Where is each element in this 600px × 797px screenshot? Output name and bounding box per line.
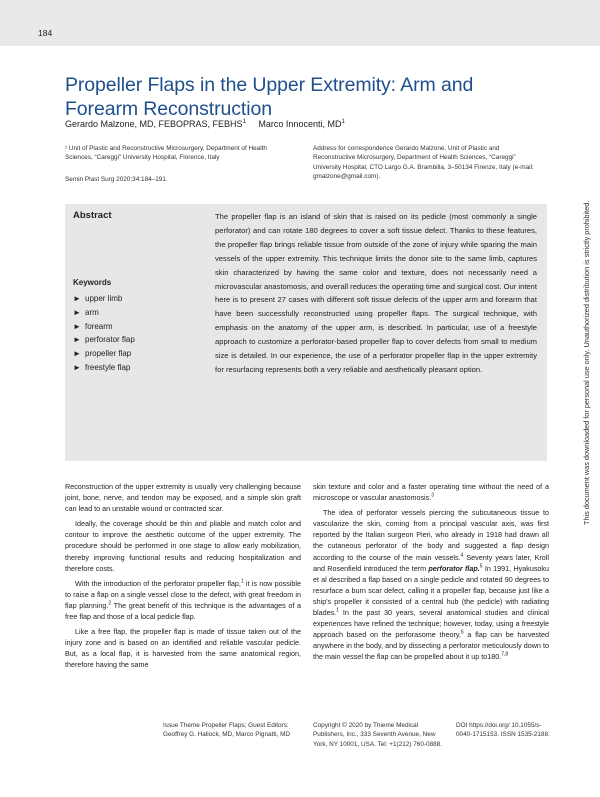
author-line — [65, 119, 345, 129]
paragraph-text: In the past 30 years, several anatomical studies and clinical experiences have refined the technique; however, today, using a freestyle approach based on the perforasome theory, — [313, 608, 549, 640]
paragraph-text: skin texture and color and a faster operating time without the need of a microscope or vascular anastomosis. — [313, 482, 549, 503]
author-name: Marco Innocenti, MD — [258, 119, 342, 129]
footer-copyright: Copyright © 2020 by Thieme Medical Publishers, Inc., 333 Seventh Avenue, New York, NY 10001, USA. Tel: +1(212) 760-0888. — [313, 722, 443, 748]
article-title: Propeller Flaps in the Upper Extremity: Arm and Forearm Reconstruction — [65, 74, 474, 121]
reference-mark: 1 — [240, 578, 244, 585]
keywords-heading: Keywords — [73, 278, 112, 287]
reference-mark: 1 — [336, 607, 339, 614]
emphasized-term: perforator flap. — [428, 563, 480, 573]
bullet-icon: ► — [73, 294, 81, 303]
page-header-bar — [0, 0, 600, 46]
abstract-box — [65, 204, 547, 461]
keyword-label: perforator flap — [85, 335, 135, 345]
paragraph-text: it is now possible to raise a flap on a single vessel close to the defect, with great freedom in flap planning. — [65, 578, 301, 610]
abstract-heading: Abstract — [73, 210, 112, 221]
reference-mark: 3 — [431, 492, 435, 499]
paragraph-text: With the introduction of the perforator propeller flap, — [75, 578, 241, 588]
abstract-text: The propeller flap is an island of skin that is raised on its pedicle (most commonly a single perforator) and can rotate 180 degrees to cover a soft tissue defect. Thanks to these features, the propeller flap brings reliable tissue from outside of the zone of injury while sparing the main vessels of the upper extremity. This technique limits the donor site to the same limb, captures skin characterized by having the same color and texture, does not necessarily need a microvascular anastomosis, and overall reduces the operating time and surgical cost. Our intent here is to present 27 cases with different soft tissue defects of the upper arm and forearm that have been successfully reconstructed using propeller flaps. The surgical technique, with emphasis on the anatomy of the upper arm, is described. In particular, use of a freestyle approach to customize a perforator-based propeller flap to cover defects from small to medium size is detailed. In our experience, the use of a perforator propeller flap in the upper extremity for resurfacing represents both a very reliable and aesthetically pleasant option. — [215, 212, 537, 374]
paragraph-text: In 1991, Hyakusoku et al described a flap based on a single pedicle and rotated 90 degrees to resurface a burn scar defect, calling it a propeller flap, because just like a ship's propeller it consisted of a central hub (the pedicle) with radiating blades. — [313, 563, 550, 618]
citation-text: Semin Plast Surg 2020;34:184–191. — [65, 175, 168, 183]
body-paragraph: Reconstruction of the upper extremity is usually very challenging because joint, bone, nerve, and tendon may be exposed, and a simple skin graft can lead to an unstable wound or contracted scar. — [65, 482, 301, 514]
paragraph-text: a flap can be harvested anywhere in the body, and by dissecting a perforator meticulously down to the main vessel the flap can be propelled about it up to180. — [313, 630, 549, 662]
bullet-icon: ► — [73, 321, 81, 331]
keyword-item — [73, 292, 135, 306]
keyword-item — [73, 347, 135, 361]
side-watermark-text: This document was downloaded for personal use only. Unauthorized distribution is strictly prohibited. — [582, 200, 591, 525]
paragraph-text: Seventy years later, Kroll and Rosenfield introduced the term — [313, 552, 549, 573]
affiliation-block — [65, 144, 290, 184]
keyword-label: propeller flap — [85, 349, 132, 359]
bullet-icon: ► — [73, 335, 81, 345]
body-column-left — [65, 481, 301, 675]
body-paragraph — [313, 481, 549, 503]
reference-mark: 2 — [108, 600, 112, 607]
author-affiliation-mark: 1 — [341, 119, 345, 125]
body-paragraph — [313, 507, 549, 662]
keywords-list — [73, 292, 135, 375]
keyword-label: freestyle flap — [85, 362, 131, 372]
reference-mark: 7,8 — [501, 652, 509, 659]
body-paragraph — [65, 578, 301, 622]
bullet-icon: ► — [73, 349, 81, 359]
author-name: Gerardo Malzone, MD, FEBOPRAS, FEBHS — [65, 119, 243, 129]
body-paragraph: Like a free flap, the propeller flap is made of tissue taken out of the injury zone and is based on an identified and reliable vascular pedicle. But, as a local flap, it is harvested from the same anatomical region, therefore having the same — [65, 627, 301, 670]
keyword-item — [73, 320, 135, 334]
footer-doi: DOI https://doi.org/ 10.1055/s-0040-1715153. ISSN 1535-2188. — [456, 722, 550, 739]
bullet-icon: ► — [73, 362, 81, 372]
keyword-label: forearm — [85, 321, 113, 331]
reference-mark: 4 — [460, 552, 464, 559]
page-number: 184 — [38, 28, 53, 38]
keyword-label: arm — [85, 307, 99, 317]
keyword-item — [73, 333, 135, 347]
affiliation-text: ¹ Unit of Plastic and Reconstructive Microsurgery, Department of Health Sciences, “Careggi” University Hospital, Florence, Italy — [65, 145, 267, 162]
bullet-icon: ► — [73, 307, 81, 317]
paragraph-text: The idea of perforator vessels piercing the subcutaneous tissue to vascularize the skin, coming from a principal vascular axis, was first reported by the Italian surgeon Pieri, who already in 1918 had drawn all the cutaneous perforator of the body and suggested a flap design according to the course of the main vessels. — [313, 508, 549, 562]
body-column-right — [313, 481, 549, 667]
keyword-label: upper limb — [85, 294, 123, 303]
body-paragraph: Ideally, the coverage should be thin and pliable and match color and contour to improve the aesthetic outcome of the upper extremity. The procedure should be performed in one stage to allow early mobilization, thereby improving functional results and reducing hospitalization and therefore costs. — [65, 519, 301, 573]
correspondence-block: Address for correspondence Gerardo Malzone, Unit of Plastic and Reconstructive Microsurgery, Department of Health Sciences, “Careggi” University Hospital, CTO Largo G.A. Brambilla, 3–50134 Firenze, Italy (e-mail: gmalzone@gmail.com). — [313, 145, 534, 180]
keyword-item — [73, 306, 135, 320]
reference-mark: 6 — [460, 629, 464, 636]
author-affiliation-mark: 1 — [242, 119, 246, 125]
paragraph-text: The great benefit of this technique is the advantages of a free flap and those of a local pedicle flap. — [65, 600, 302, 622]
reference-mark: 5 — [479, 563, 483, 570]
keyword-item — [73, 361, 135, 375]
footer-issue: Issue Theme Propeller Flaps; Guest Editors: Geoffrey G. Hallock, MD, Marco Pignatti, MD — [163, 722, 291, 739]
